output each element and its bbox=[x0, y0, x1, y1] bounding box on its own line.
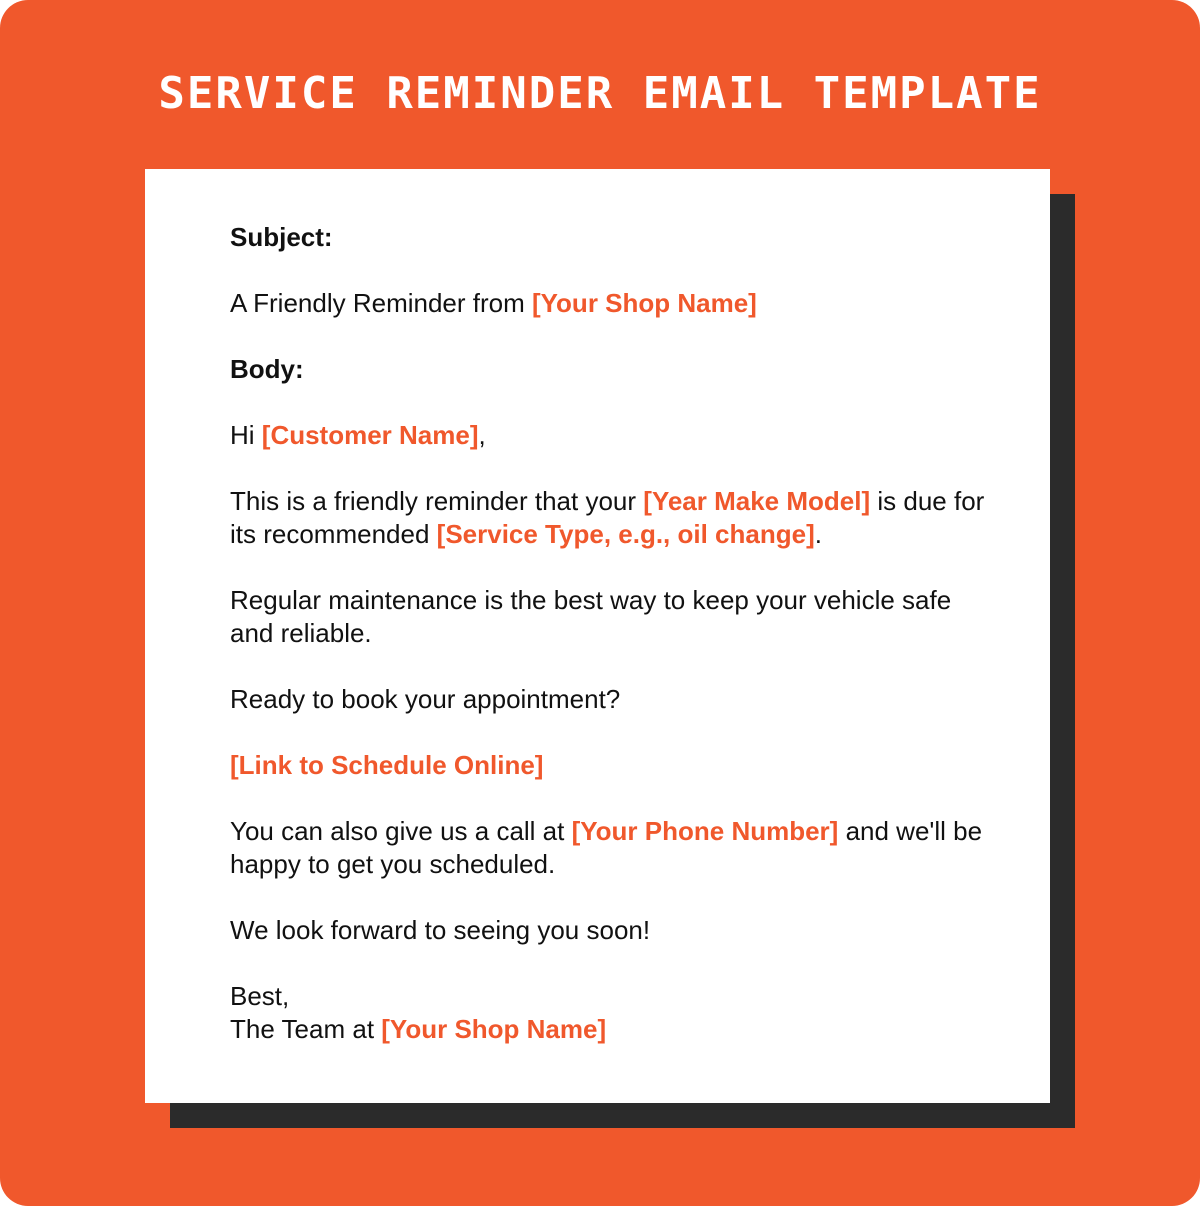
text: You can also give us a call at bbox=[230, 816, 572, 846]
schedule-link-placeholder: [Link to Schedule Online] bbox=[230, 750, 544, 780]
placeholder-service-type: [Service Type, e.g., oil change] bbox=[436, 519, 815, 549]
greeting bbox=[230, 419, 990, 452]
text: This is a friendly reminder that your bbox=[230, 486, 644, 516]
email-card bbox=[145, 169, 1050, 1103]
paragraph-closing: We look forward to seeing you soon! bbox=[230, 915, 651, 945]
subject-label: Subject: bbox=[230, 222, 333, 252]
placeholder-shop-name: [Your Shop Name] bbox=[531, 288, 757, 318]
subject-text: A Friendly Reminder from bbox=[230, 288, 532, 318]
placeholder-vehicle: [Year Make Model] bbox=[643, 486, 871, 516]
subject-line bbox=[230, 287, 990, 320]
sign-off: Best, bbox=[230, 981, 290, 1011]
greeting-comma: , bbox=[478, 420, 486, 450]
text: . bbox=[814, 519, 822, 549]
text: and we'll be happy to get you scheduled. bbox=[230, 816, 983, 879]
placeholder-customer-name: [Customer Name] bbox=[261, 420, 479, 450]
sign-team bbox=[230, 1013, 990, 1046]
page-title: SERVICE REMINDER EMAIL TEMPLATE bbox=[158, 68, 1042, 119]
email-content bbox=[230, 221, 990, 1046]
paragraph-reminder bbox=[230, 485, 990, 551]
paragraph-call bbox=[230, 815, 990, 881]
placeholder-shop-name: [Your Shop Name] bbox=[381, 1014, 607, 1044]
placeholder-phone: [Your Phone Number] bbox=[571, 816, 839, 846]
greeting-text: Hi bbox=[230, 420, 262, 450]
text: is due for its recommended bbox=[230, 486, 985, 549]
text: The Team at bbox=[230, 1014, 382, 1044]
body-label: Body: bbox=[230, 354, 304, 384]
paragraph-maintenance: Regular maintenance is the best way to keep your vehicle safe and reliable. bbox=[230, 585, 952, 648]
paragraph-book: Ready to book your appointment? bbox=[230, 684, 621, 714]
signature bbox=[230, 980, 990, 1046]
